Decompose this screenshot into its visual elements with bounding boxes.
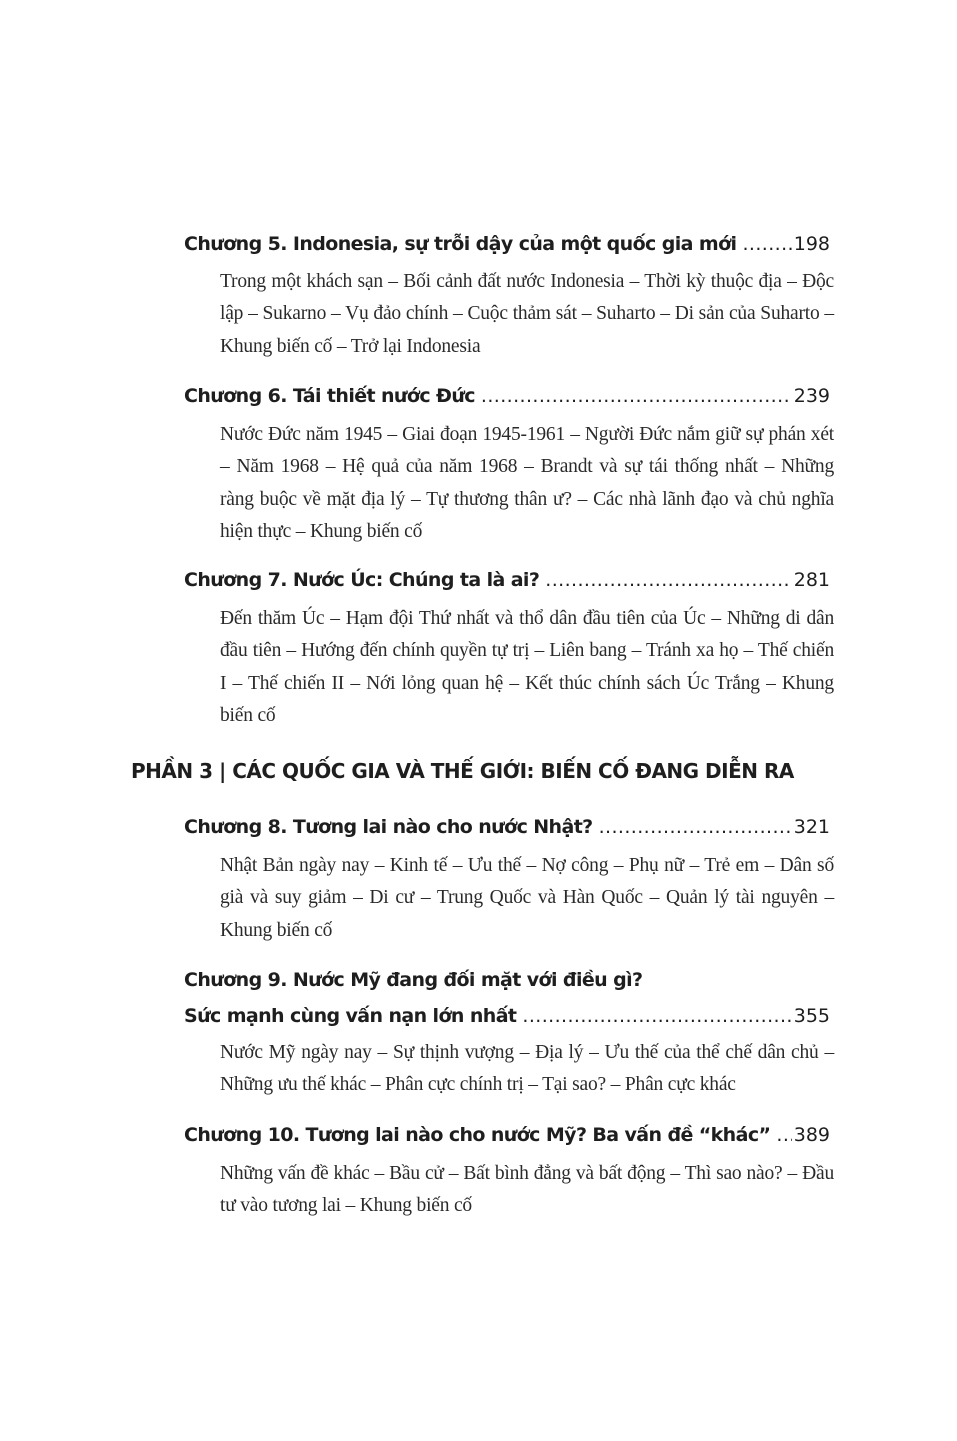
dot-leader — [481, 380, 792, 413]
chapter-5-heading — [184, 228, 830, 261]
chapter-title: Chương 10. Tương lai nào cho nước Mỹ? Ba vấn đề “khác” — [184, 1124, 771, 1146]
dot-leader — [545, 564, 791, 597]
dot-leader — [776, 1119, 791, 1152]
chapter-7-description: Đến thăm Úc – Hạm đội Thứ nhất và thổ dân đầu tiên của Úc – Những di dân đầu tiên – Hướng đến chính quyền tự trị – Liên bang – Tránh xa họ – Thế chiến I – Thế chiến II – Nới lỏng quan hệ – Kết thúc chính sách Úc Trắng – Khung biến cố — [220, 608, 834, 726]
page-number: 198 — [793, 233, 830, 255]
dot-leader — [522, 1000, 791, 1033]
chapter-9-heading — [184, 964, 830, 1033]
chapter-title: Chương 8. Tương lai nào cho nước Nhật? — [184, 816, 593, 838]
dot-leader — [742, 228, 791, 261]
chapter-5-description: Trong một khách sạn – Bối cảnh đất nước Indonesia – Thời kỳ thuộc địa – Độc lập – Sukarno – Vụ đảo chính – Cuộc thảm sát – Suharto – Di sản của Suharto – Khung biến cố – Trở lại Indonesia — [220, 271, 834, 357]
part-3-heading: PHẦN 3 | CÁC QUỐC GIA VÀ THẾ GIỚI: BIẾN CỐ ĐANG DIỄN RA — [131, 759, 794, 783]
chapter-title-line-2: Sức mạnh cùng vấn nạn lớn nhất — [184, 1005, 517, 1027]
page-number: 389 — [793, 1124, 830, 1146]
dot-leader — [599, 811, 792, 844]
page-number: 239 — [793, 385, 830, 407]
page-number: 281 — [793, 569, 830, 591]
chapter-title: Chương 5. Indonesia, sự trỗi dậy của một quốc gia mới — [184, 233, 737, 255]
page-number: 321 — [793, 816, 830, 838]
chapter-10-description: Những vấn đề khác – Bầu cử – Bất bình đẳng và bất động – Thì sao nào? – Đầu tư vào tương lai – Khung biến cố — [220, 1163, 834, 1217]
chapter-9-description: Nước Mỹ ngày nay – Sự thịnh vượng – Địa lý – Ưu thế của thể chế dân chủ – Những ưu thế khác – Phân cực chính trị – Tại sao? – Phân cực khác — [220, 1042, 834, 1096]
chapter-6-heading — [184, 380, 830, 413]
chapter-6-description: Nước Đức năm 1945 – Giai đoạn 1945-1961 – Người Đức nắm giữ sự phán xét – Năm 1968 – Hệ quả của năm 1968 – Brandt và sự tái thống nhất – Những ràng buộc về mặt địa lý – Tự thương thân ư? – Các nhà lãnh đạo và chủ nghĩa hiện thực – Khung biến cố — [220, 424, 834, 542]
chapter-title-line-1: Chương 9. Nước Mỹ đang đối mặt với điều gì? — [184, 969, 643, 991]
chapter-8-description: Nhật Bản ngày nay – Kinh tế – Ưu thế – Nợ công – Phụ nữ – Trẻ em – Dân số già và suy giảm – Di cư – Trung Quốc và Hàn Quốc – Quản lý tài nguyên – Khung biến cố — [220, 855, 834, 941]
chapter-10-heading — [184, 1119, 830, 1152]
page-number: 355 — [793, 1005, 830, 1027]
chapter-title: Chương 7. Nước Úc: Chúng ta là ai? — [184, 569, 540, 591]
chapter-7-heading — [184, 564, 830, 597]
chapter-title: Chương 6. Tái thiết nước Đức — [184, 385, 475, 407]
chapter-8-heading — [184, 811, 830, 844]
